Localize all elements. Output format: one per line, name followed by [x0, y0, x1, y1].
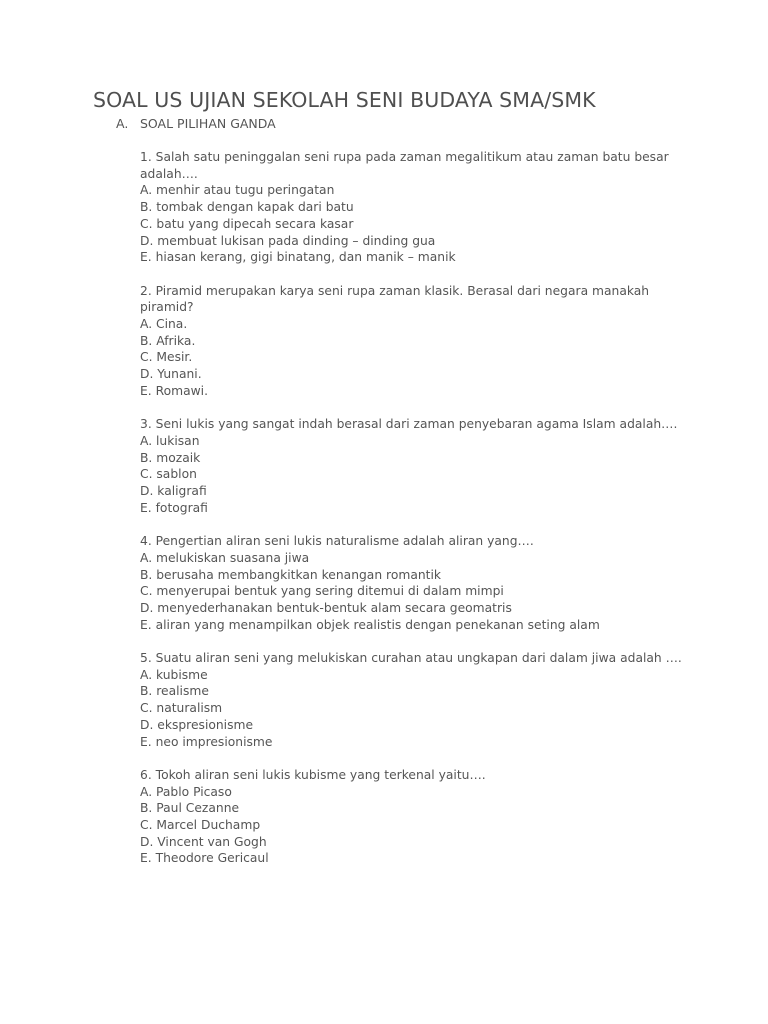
- answer-option-e: E. neo impresionisme: [140, 734, 273, 749]
- question-1: [140, 149, 700, 266]
- answer-option-d: D. Yunani.: [140, 367, 202, 382]
- question-stem: 6. Tokoh aliran seni lukis kubisme yang terkenal yaitu….: [140, 767, 486, 782]
- answer-option-a: A. menhir atau tugu peringatan: [140, 183, 335, 198]
- question-4: [140, 533, 700, 633]
- question-stem: 4. Pengertian aliran seni lukis naturalisme adalah aliran yang….: [140, 534, 534, 549]
- question-stem: 1. Salah satu peninggalan seni rupa pada zaman megalitikum atau zaman batu besar adalah….: [140, 150, 669, 181]
- answer-option-b: B. Paul Cezanne: [140, 801, 240, 816]
- section-title: SOAL PILIHAN GANDA: [140, 116, 276, 131]
- answer-option-c: C. naturalism: [140, 701, 223, 716]
- question-5: [140, 650, 700, 750]
- answer-option-d: D. Vincent van Gogh: [140, 834, 267, 849]
- answer-option-c: C. menyerupai bentuk yang sering ditemui di dalam mimpi: [140, 584, 504, 599]
- question-stem: 5. Suatu aliran seni yang melukiskan curahan atau ungkapan dari dalam jiwa adalah ….: [140, 651, 682, 666]
- answer-option-d: D. ekspresionisme: [140, 717, 254, 732]
- answer-option-d: D. membuat lukisan pada dinding – dinding gua: [140, 233, 436, 248]
- answer-option-b: B. realisme: [140, 684, 209, 699]
- question-list: [140, 149, 700, 884]
- answer-option-e: E. hiasan kerang, gigi binatang, dan manik – manik: [140, 250, 456, 265]
- section-heading: [116, 116, 276, 131]
- question-stem: 3. Seni lukis yang sangat indah berasal dari zaman penyebaran agama Islam adalah….: [140, 417, 678, 432]
- question-6: [140, 767, 700, 867]
- answer-option-d: D. menyederhanakan bentuk-bentuk alam secara geomatris: [140, 600, 512, 615]
- answer-option-e: E. aliran yang menampilkan objek realistis dengan penekanan seting alam: [140, 617, 600, 632]
- answer-option-a: A. Pablo Picaso: [140, 784, 232, 799]
- question-3: [140, 416, 700, 516]
- answer-option-e: E. fotografi: [140, 500, 208, 515]
- question-stem: 2. Piramid merupakan karya seni rupa zaman klasik. Berasal dari negara manakah piramid?: [140, 283, 650, 315]
- question-2: [140, 283, 700, 400]
- answer-option-a: A. melukiskan suasana jiwa: [140, 550, 310, 565]
- answer-option-b: B. berusaha membangkitkan kenangan romantik: [140, 567, 442, 582]
- answer-option-b: B. mozaik: [140, 450, 201, 465]
- answer-option-c: C. Mesir.: [140, 350, 193, 365]
- page-title: SOAL US UJIAN SEKOLAH SENI BUDAYA SMA/SMK: [93, 88, 596, 112]
- answer-option-c: C. Marcel Duchamp: [140, 818, 261, 833]
- answer-option-c: C. sablon: [140, 467, 197, 482]
- answer-option-e: E. Romawi.: [140, 383, 208, 398]
- section-letter: A.: [116, 116, 129, 131]
- answer-option-e: E. Theodore Gericaul: [140, 851, 269, 866]
- answer-option-d: D. kaligrafi: [140, 484, 207, 499]
- answer-option-a: A. lukisan: [140, 433, 200, 448]
- answer-option-b: B. tombak dengan kapak dari batu: [140, 200, 354, 215]
- answer-option-c: C. batu yang dipecah secara kasar: [140, 216, 354, 231]
- answer-option-b: B. Afrika.: [140, 333, 196, 348]
- answer-option-a: A. kubisme: [140, 667, 208, 682]
- answer-option-a: A. Cina.: [140, 317, 188, 332]
